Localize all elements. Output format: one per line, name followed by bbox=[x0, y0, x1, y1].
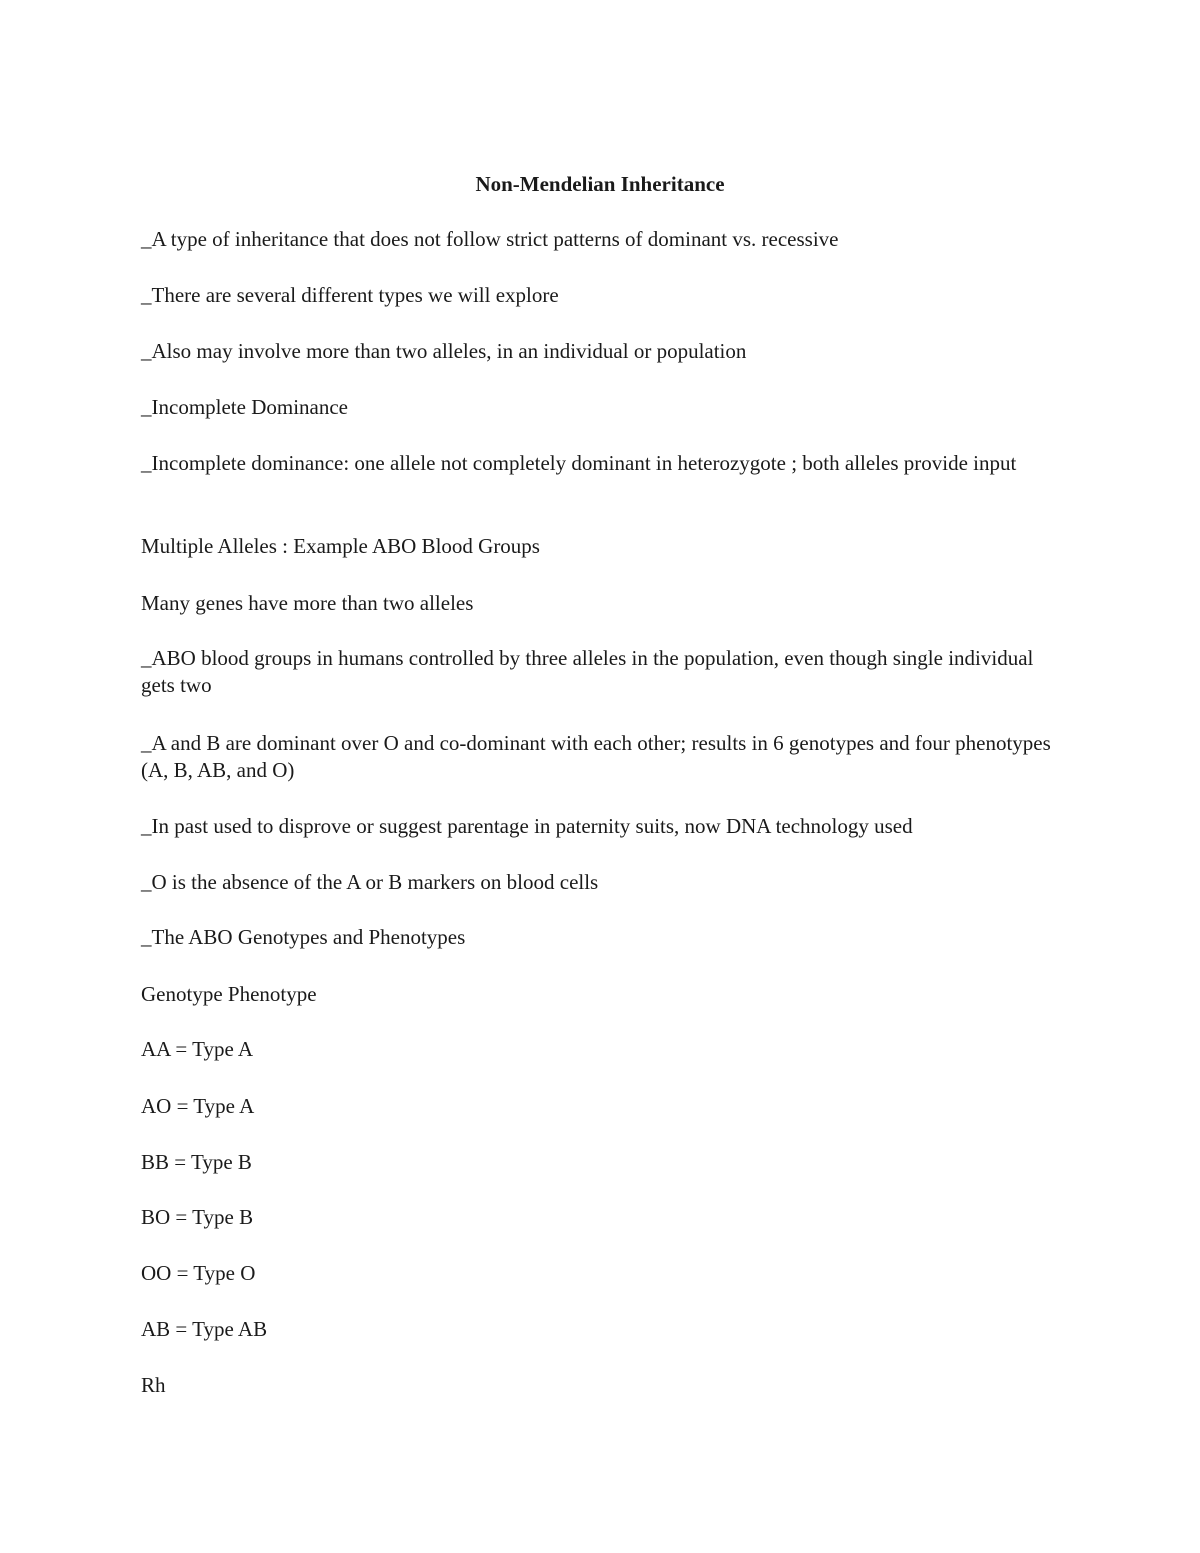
genotype-row-bb: BB = Type B bbox=[141, 1150, 252, 1174]
genotype-row-bo: BO = Type B bbox=[141, 1205, 254, 1229]
paragraph-genotype-phenotype-header: Genotype Phenotype bbox=[141, 982, 317, 1006]
paragraph-more-than-two-alleles: _Also may involve more than two alleles, in an individual or population bbox=[141, 339, 747, 363]
document-title: Non-Mendelian Inheritance bbox=[475, 172, 725, 196]
paragraph-abo-genotypes-heading: _The ABO Genotypes and Phenotypes bbox=[141, 925, 466, 949]
paragraph-inheritance-definition: _A type of inheritance that does not follow strict patterns of dominant vs. recessive bbox=[141, 227, 839, 251]
paragraph-rh: Rh bbox=[141, 1373, 166, 1397]
paragraph-paternity: _In past used to disprove or suggest parentage in paternity suits, now DNA technology used bbox=[141, 814, 913, 838]
genotype-row-oo: OO = Type O bbox=[141, 1261, 256, 1285]
paragraph-incomplete-dominance-definition: _Incomplete dominance: one allele not completely dominant in heterozygote ; both alleles provide input bbox=[141, 451, 1017, 475]
paragraph-codominance: _A and B are dominant over O and co-dominant with each other; results in 6 genotypes and four phenotypes (A, B, AB, and O) bbox=[141, 731, 1051, 782]
genotype-row-aa: AA = Type A bbox=[141, 1037, 254, 1061]
paragraph-o-absence: _O is the absence of the A or B markers on blood cells bbox=[141, 870, 599, 894]
paragraph-incomplete-dominance-heading: _Incomplete Dominance bbox=[141, 395, 349, 419]
genotype-row-ao: AO = Type A bbox=[141, 1094, 255, 1118]
paragraph-many-genes: Many genes have more than two alleles bbox=[141, 591, 474, 615]
paragraph-several-types: _There are several different types we will explore bbox=[141, 283, 559, 307]
paragraph-abo-three-alleles: _ABO blood groups in humans controlled by three alleles in the population, even though single individual gets two bbox=[141, 646, 1034, 697]
paragraph-multiple-alleles-heading: Multiple Alleles : Example ABO Blood Groups bbox=[141, 534, 540, 558]
genotype-row-ab: AB = Type AB bbox=[141, 1317, 268, 1341]
